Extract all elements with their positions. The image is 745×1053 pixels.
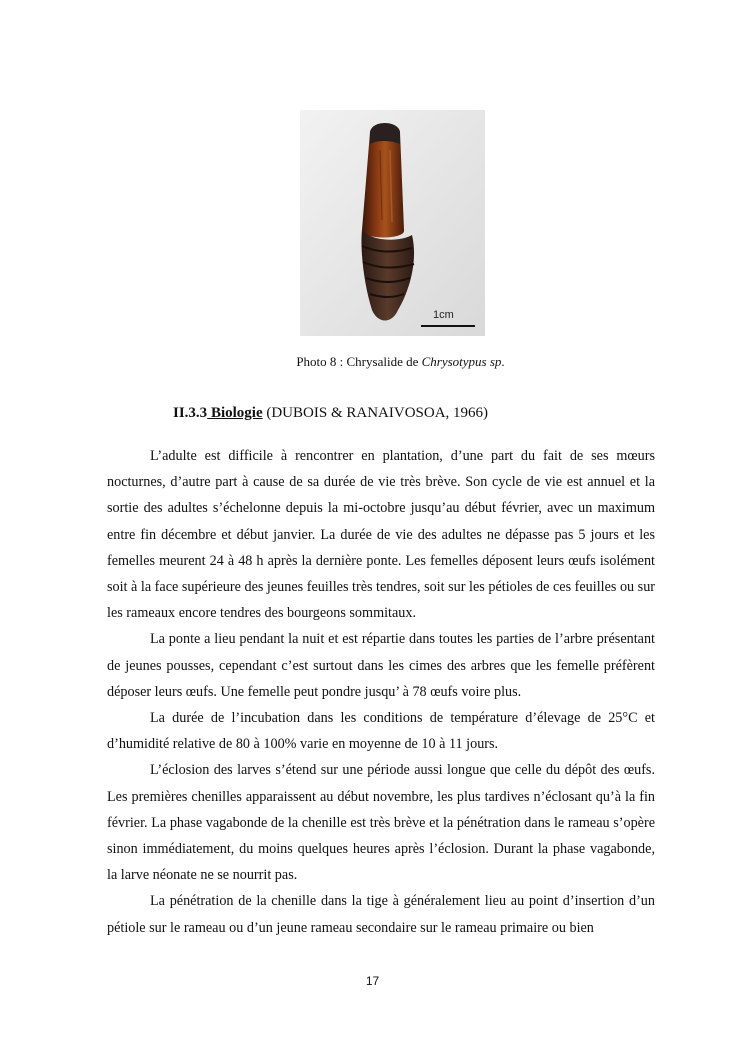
paragraph: La ponte a lieu pendant la nuit et est répartie dans toutes les parties de l’arbre présentant de jeunes pousses, cependant c’est surtout dans les cimes des arbres que les femelle préfèrent déposer leurs œufs. Une femelle peut pondre jusqu’ à 78 œufs voire plus.: [107, 631, 655, 700]
section-heading: [173, 405, 488, 422]
body-text: [107, 443, 655, 941]
photo-caption: [0, 354, 745, 370]
paragraph: La pénétration de la chenille dans la tige à généralement lieu au point d’insertion d’un pétiole sur le rameau ou d’un jeune rameau secondaire sur le rameau primaire ou bien: [107, 893, 655, 936]
paragraph: L’éclosion des larves s’étend sur une période aussi longue que celle du dépôt des œufs. Les premières chenilles apparaissent au début novembre, les plus tardives n’éclosant qu’à la fin février. La phase vagabonde de la chenille est très brève et la pénétration dans le rameau s’opère sinon immédiatement, du moins quelques heures après l’éclosion. Durant la phase vagabonde, la larve néonate ne se nourrit pas.: [107, 762, 655, 884]
scale-bar: [421, 325, 475, 327]
caption-prefix: Photo 8 : Chrysalide de: [296, 354, 422, 369]
paragraph: L’adulte est difficile à rencontrer en plantation, d’une part du fait de ses mœurs nocturnes, d’autre part à cause de sa durée de vie très brève. Son cycle de vie est annuel et la sortie des adultes s’échelonne depuis la mi-octobre jusqu’au début février, avec un maximum entre fin décembre et début janvier. La durée de vie des adultes ne dépasse pas 5 jours et les femelles meurent 24 à 48 h après la dernière ponte. Les femelles déposent leurs œufs isolément soit à la face supérieure des jeunes feuilles très tendres, soit sur les pétioles de ces feuilles ou sur les rameaux encore tendres des bourgeons sommitaux.: [107, 448, 656, 622]
section-title: Biologie: [207, 405, 263, 421]
section-reference: (DUBOIS & RANAIVOSOA, 1966): [262, 405, 489, 421]
caption-suffix: .: [501, 354, 505, 369]
scale-label: 1cm: [433, 309, 454, 321]
section-number: II.3.3: [173, 405, 208, 421]
caption-species: Chrysotypus sp: [421, 354, 502, 369]
paragraph: La durée de l’incubation dans les conditions de température d’élevage de 25°C et d’humidité relative de 80 à 100% varie en moyenne de 10 à 11 jours.: [107, 710, 655, 753]
chrysalis-illustration: [300, 110, 485, 336]
chrysalis-photo: [300, 110, 485, 336]
page-number: 17: [365, 974, 380, 988]
